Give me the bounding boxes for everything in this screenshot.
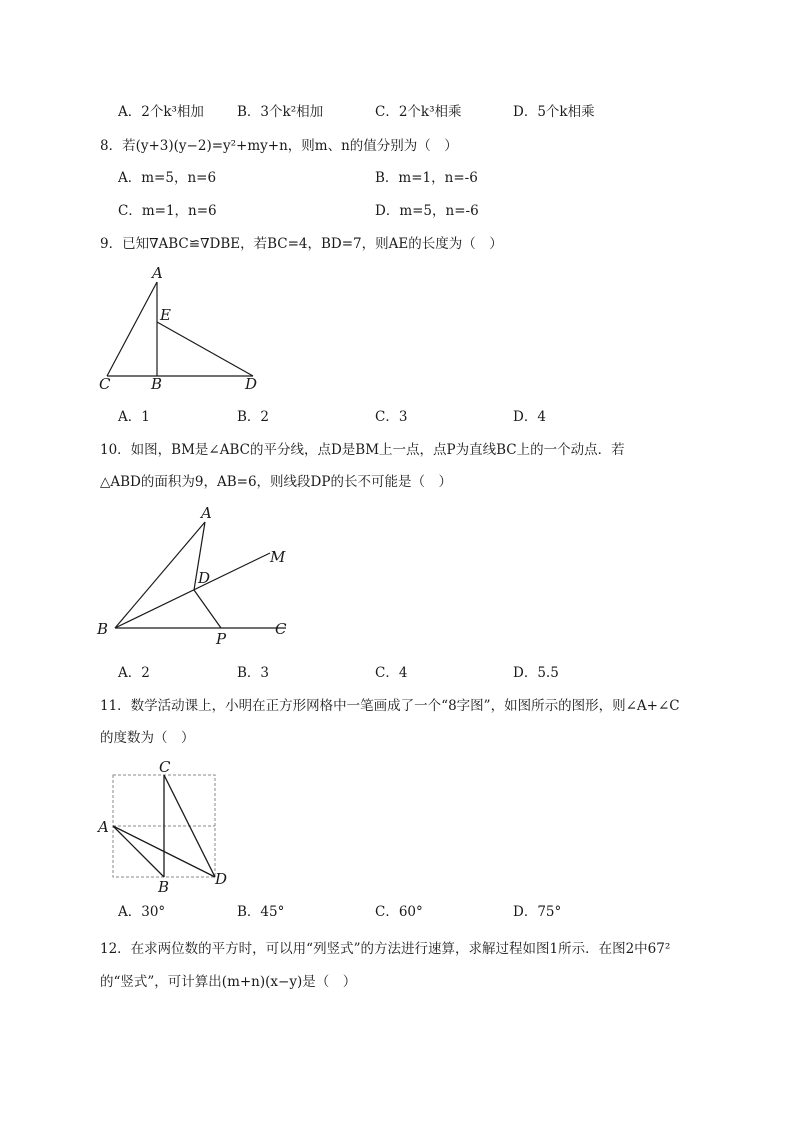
q10-label-m: M [270, 548, 286, 566]
q9-stem: 9．已知∇ABC≌∇DBE，若BC=4，BD=7，则AE的长度为（ ） [100, 236, 503, 252]
q11-segment-cd [164, 775, 215, 877]
q10-option-d: D．5.5 [513, 665, 559, 681]
q11-eight-shape-figure [95, 755, 240, 895]
q11-segment-ab [113, 826, 164, 877]
q9-label-a: A [152, 264, 163, 282]
q12-stem-line2: 的“竖式”，可计算出(m+n)(x−y)是（ ） [100, 974, 357, 990]
q8-option-c: C．m=1，n=6 [118, 203, 217, 219]
q10-label-b: B [97, 620, 109, 638]
q11-label-a: A [98, 818, 109, 836]
q11-option-a: A．30° [118, 904, 166, 920]
q10-label-a: A [201, 504, 212, 522]
q11-label-b: B [158, 878, 170, 895]
q9-label-b: B [151, 375, 163, 392]
q10-label-c: C [275, 620, 287, 638]
q11-option-c: C．60° [375, 904, 423, 920]
q10-stem-line2: △ABD的面积为9，AB=6，则线段DP的长不可能是（ ） [100, 474, 452, 490]
q8-stem: 8．若(y+3)(y−2)=y²+my+n，则m、n的值分别为（ ） [100, 138, 458, 154]
q11-option-b: B．45° [237, 904, 285, 920]
q7-option-d: D．5个k相乘 [513, 104, 595, 120]
q9-triangle-figure [95, 262, 270, 392]
q9-segment-ac [107, 282, 157, 376]
q7-option-a: A．2个k³相加 [118, 104, 204, 120]
q9-segment-ed [157, 322, 253, 376]
q11-label-c: C [159, 758, 171, 776]
q10-option-b: B．3 [237, 665, 270, 681]
q9-option-a: A．1 [118, 409, 150, 425]
q10-segment-ba [115, 522, 205, 628]
q7-option-b: B．3个k²相加 [237, 104, 324, 120]
q7-option-c: C．2个k³相乘 [375, 104, 462, 120]
q11-label-d: D [215, 870, 228, 888]
q9-label-d: D [245, 375, 258, 392]
q8-option-d: D．m=5，n=-6 [375, 203, 479, 219]
q10-label-p: P [216, 630, 227, 648]
q9-option-c: C．3 [375, 409, 408, 425]
q10-ray-bm [115, 553, 270, 628]
q8-option-b: B．m=1，n=-6 [375, 170, 478, 186]
q11-stem-line1: 11．数学活动课上，小明在正方形网格中一笔画成了一个“8字图”，如图所示的图形，则∠A+∠C [100, 698, 680, 714]
q10-option-a: A．2 [118, 665, 150, 681]
q11-option-d: D．75° [513, 904, 562, 920]
q10-option-c: C．4 [375, 665, 408, 681]
q10-label-d: D [198, 569, 211, 587]
q8-option-a: A．m=5，n=6 [118, 170, 217, 186]
q10-angle-bisector-figure [92, 500, 302, 650]
q10-stem-line1: 10．如图，BM是∠ABC的平分线，点D是BM上一点，点P为直线BC上的一个动点．若 [100, 442, 625, 458]
q10-segment-dp [194, 590, 221, 628]
q9-label-c: C [99, 375, 111, 392]
q9-option-b: B．2 [237, 409, 270, 425]
q9-label-e: E [160, 306, 171, 324]
q12-stem-line1: 12．在求两位数的平方时，可以用“列竖式”的方法进行速算，求解过程如图1所示．在图2中67² [100, 941, 671, 957]
q11-stem-line2: 的度数为（ ） [100, 730, 195, 746]
q9-option-d: D．4 [513, 409, 546, 425]
